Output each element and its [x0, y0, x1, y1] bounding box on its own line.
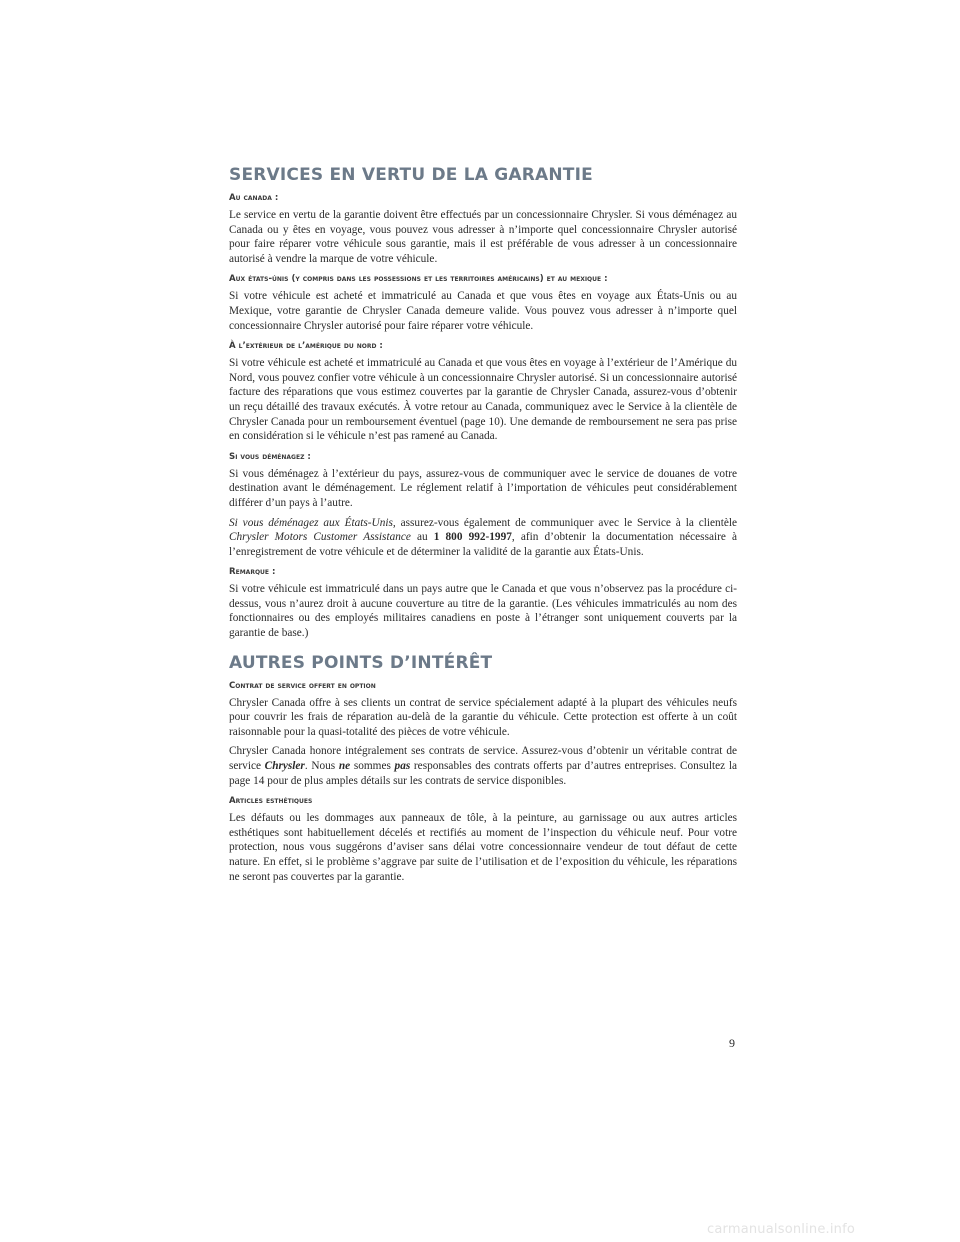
paragraph-service-contract-1: Chrysler Canada offre à ses clients un contrat de service spécialement adapté à la plupart des véhicules neufs pour couvrir les frais de réparation au-delà de la garantie du véhicule. Cette protection est offerte à un coût raisonnable pour la quasi-totalité des pièces de votre véhicule.	[229, 696, 737, 738]
customer-assistance-name: Chrysler Motors Customer Assistance	[229, 531, 411, 544]
watermark: carmanualsonline.info	[707, 1222, 856, 1237]
phone-number: 1 800 992-1997	[433, 531, 512, 544]
paragraph-moving-1: Si vous déménagez à l’extérieur du pays, assurez-vous de communiquer avec le service de douanes de votre destination avant le déménagement. Le réglement relatif à l’importation de véhicules peut considérablement différer d’un pays à l’autre.	[229, 467, 737, 509]
paragraph-outside-north-america: Si votre véhicule est acheté et immatriculé au Canada et que vous êtes en voyage à l’extérieur de l’Amérique du Nord, vous pouvez confier votre véhicule à un concessionnaire Chrysler autorisé. Si un concessionnaire autorisé facture des réparations que vous estimez couvertes par la garantie de Chrysler Canada, assurez-vous d’obtenir un reçu détaillé des travaux exécutés. À votre retour au Canada, communiquez avec le Service à la clientèle de Chrysler Canada pour un remboursement éventuel (page 10). Une demande de remboursement ne sera pas prise en considération si le véhicule n’est pas ramené au Canada.	[229, 357, 737, 443]
heading-remark: Remarque :	[229, 567, 276, 578]
paragraph-remark: Si votre véhicule est immatriculé dans un pays autre que le Canada et que vous n’observez pas la procédure ci-dessus, vous n’aurez droit à aucune couverture au titre de la garantie. (Les véhicules immatriculés au nom des fonctionnaires ou des employés militaires canadiens en poste à l’étranger sont uniquement couverts par la garantie de base.)	[229, 583, 737, 640]
page-number: 9	[729, 1036, 735, 1050]
contract-text-c: sommes	[350, 760, 395, 773]
document-page	[229, 165, 737, 889]
moving-text-b: au	[410, 531, 434, 544]
contract-text-b: . Nous	[304, 760, 339, 773]
moving-us-lead: Si vous déménagez aux États-Unis,	[229, 516, 396, 529]
contract-text-d: responsables des contrats offerts par d’autres entreprises. Consultez la page 14 pour de plus amples détails sur les contrats de service disponibles.	[229, 760, 737, 787]
paragraph-canada: Le service en vertu de la garantie doivent être effectués par un concessionnaire Chrysler. Si vous déménagez au Canada ou y êtes en voyage, vous pouvez vous adresser à n’importe quel concessionnaire Chrysler autorisé pour faire réparer votre véhicule sous garantie, mais il est préférable de vous adresser à un concessionnaire autorisé à vendre la marque de votre véhicule.	[229, 209, 737, 265]
moving-text-c: , afin d’obtenir la documentation nécessaire à l’enregistrement de votre véhicule et de déterminer la validité de la garantie aux États-Unis.	[229, 531, 738, 558]
contract-text-a: Chrysler Canada honore intégralement ses contrats de service. Assurez-vous d’obtenir un véritable contrat de service	[229, 745, 737, 773]
paragraph-moving-2	[229, 516, 737, 560]
contract-brand: Chrysler	[264, 760, 305, 773]
heading-outside-north-america: À l’extérieur de l’amérique du nord :	[229, 341, 383, 352]
heading-usa-mexico: Aux états-únis (y compris dans les possessions et les territoires américains) et au mexique :	[229, 274, 608, 285]
contract-pas: pas	[394, 760, 411, 773]
paragraph-aesthetic-items: Les défauts ou les dommages aux panneaux de tôle, à la peinture, au garnissage ou aux autres articles esthétiques sont habituellement décelés et rectifiés au moment de l’inspection du véhicule neuf. Pour votre protection, nous vous suggérons d’aviser sans délai votre concessionnaire vendeur de tout défaut de cette nature. En effet, si le problème s’aggrave par suite de l’utilisation et de l’exposition du véhicule, les réparations ne seront pas couvertes par la garantie.	[229, 812, 737, 883]
heading-aesthetic-items: Articles esthétiques	[229, 796, 313, 807]
section-title-warranty-services: SERVICES EN VERTU DE LA GARANTIE	[229, 165, 593, 185]
heading-moving: Si vous déménagez :	[229, 451, 311, 462]
contract-ne: ne	[338, 760, 351, 773]
paragraph-service-contract-2	[229, 744, 737, 788]
heading-service-contract: Contrat de service offert en option	[229, 680, 376, 691]
moving-text-a: assurez-vous également de communiquer avec le Service à la clientèle	[395, 516, 737, 529]
heading-canada: Au canada :	[229, 193, 279, 203]
section-title-other-points: AUTRES POINTS D’INTÉRÊT	[229, 652, 493, 673]
paragraph-usa-mexico: Si votre véhicule est acheté et immatriculé au Canada et que vous êtes en voyage aux États-Unis ou au Mexique, votre garantie de Chrysler Canada demeure valide. Vous pouvez vous adresser à n’importe quel concessionnaire Chrysler autorisé pour faire réparer votre véhicule.	[229, 290, 737, 332]
